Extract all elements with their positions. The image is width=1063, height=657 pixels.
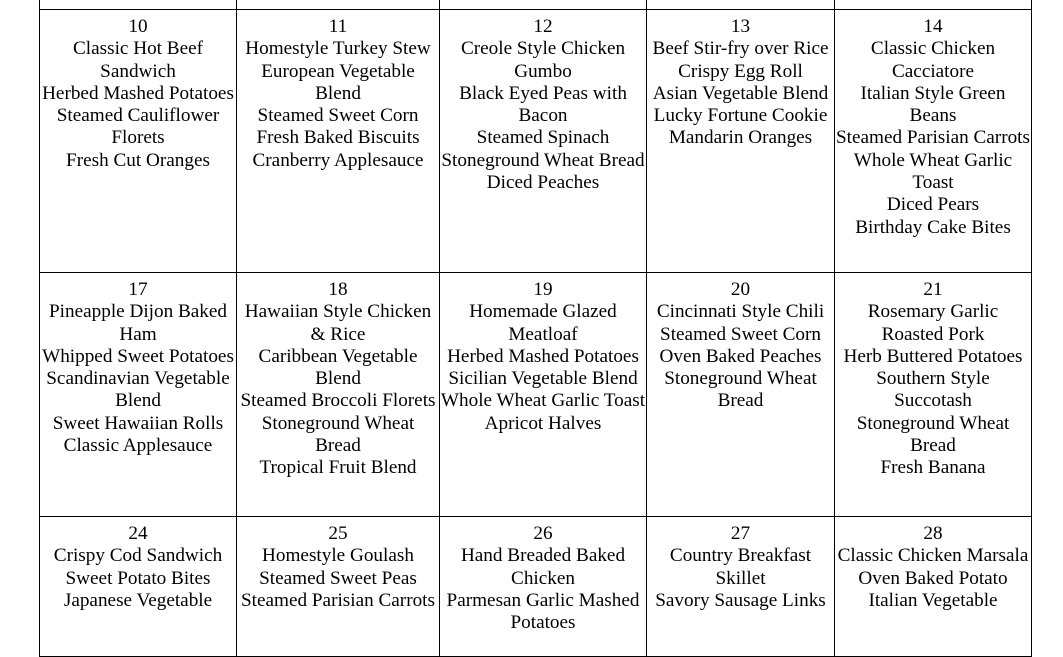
menu-item: Stoneground Wheat Bread bbox=[261, 412, 415, 457]
menu-item: Italian Style Green Beans bbox=[860, 82, 1006, 127]
menu-item: Italian Vegetable bbox=[868, 589, 998, 611]
day-cell bbox=[647, 0, 835, 10]
day-cell bbox=[40, 10, 237, 273]
day-number: 24 bbox=[128, 523, 148, 544]
menu-item: Stoneground Wheat Bread bbox=[856, 412, 1010, 457]
menu-item: Classic Chicken Marsala bbox=[837, 545, 1029, 567]
week-row bbox=[40, 273, 1032, 517]
menu-item: Steamed Broccoli Florets bbox=[240, 390, 436, 412]
week-row bbox=[40, 517, 1032, 657]
day-cell bbox=[647, 273, 835, 517]
menu-item: Southern Style Succotash bbox=[876, 368, 990, 412]
day-number: 11 bbox=[328, 16, 348, 37]
day-number: 18 bbox=[328, 279, 348, 300]
menu-item: Parmesan Garlic Mashed Potatoes bbox=[446, 589, 640, 634]
day-cell bbox=[835, 517, 1032, 657]
day-cell bbox=[40, 517, 237, 657]
menu-item: Sicilian Vegetable Blend bbox=[448, 368, 638, 390]
menu-item: Oven Baked Peaches bbox=[659, 345, 822, 367]
menu-item: Classic Applesauce bbox=[63, 435, 213, 457]
day-number: 27 bbox=[730, 523, 751, 544]
menu-item: Homestyle Turkey Stew bbox=[245, 38, 431, 60]
menu-item: Creole Style Chicken Gumbo bbox=[460, 38, 626, 82]
menu-item: Asian Vegetable Blend bbox=[652, 82, 829, 104]
menu-item: Homemade Glazed Meatloaf bbox=[469, 301, 617, 345]
menu-item: Diced Peaches bbox=[486, 172, 600, 194]
menu-item: Whole Wheat Garlic Toast bbox=[853, 149, 1013, 194]
menu-item: Tropical Fruit Blend bbox=[259, 457, 417, 479]
day-cell bbox=[40, 273, 237, 517]
menu-calendar-table bbox=[39, 0, 1032, 657]
menu-item: Cincinnati Style Chili bbox=[656, 301, 825, 323]
menu-item: Sweet Potato Bites bbox=[65, 567, 211, 589]
menu-item: Classic Hot Beef Sandwich bbox=[72, 38, 204, 82]
menu-item: Cranberry Applesauce bbox=[252, 149, 424, 171]
menu-item: Oven Baked Potato bbox=[858, 567, 1008, 589]
day-cell bbox=[237, 273, 440, 517]
day-number: 26 bbox=[533, 523, 553, 544]
menu-item: Steamed Sweet Peas bbox=[259, 567, 417, 589]
previous-week-row bbox=[40, 0, 1032, 10]
menu-item: Steamed Sweet Corn bbox=[257, 105, 419, 127]
menu-item: Steamed Cauliflower Florets bbox=[56, 105, 220, 149]
menu-item: Steamed Parisian Carrots bbox=[836, 127, 1030, 149]
menu-item: Pineapple Dijon Baked Ham bbox=[49, 301, 227, 345]
day-number: 12 bbox=[533, 16, 553, 37]
day-number: 13 bbox=[730, 16, 751, 37]
day-number: 17 bbox=[128, 279, 148, 300]
day-number: 25 bbox=[328, 523, 348, 544]
menu-item: Black Eyed Peas with Bacon bbox=[459, 82, 627, 127]
menu-item: Steamed Spinach bbox=[476, 127, 610, 149]
menu-item: Homestyle Goulash bbox=[262, 545, 414, 567]
day-cell bbox=[237, 10, 440, 273]
menu-item: Beef Stir-fry over Rice bbox=[652, 38, 829, 60]
day-cell bbox=[835, 0, 1032, 10]
menu-item: Herbed Mashed Potatoes bbox=[42, 82, 234, 104]
menu-item: Fresh Cut Oranges bbox=[66, 149, 210, 171]
menu-item: Caribbean Vegetable Blend bbox=[258, 345, 418, 390]
menu-item: Country Breakfast Skillet bbox=[669, 545, 812, 589]
day-number: 20 bbox=[730, 279, 751, 300]
menu-item: European Vegetable Blend bbox=[261, 60, 415, 104]
menu-item: Diced Pears bbox=[886, 194, 980, 216]
menu-item: Hawaiian Style Chicken & Rice bbox=[244, 301, 432, 345]
day-cell bbox=[237, 0, 440, 10]
menu-item: Herbed Mashed Potatoes bbox=[447, 345, 639, 367]
day-number: 10 bbox=[128, 16, 148, 37]
day-cell bbox=[237, 517, 440, 657]
menu-item: Steamed Sweet Corn bbox=[660, 323, 821, 345]
menu-item: Scandinavian Vegetable Blend bbox=[46, 368, 230, 412]
day-number: 21 bbox=[923, 279, 943, 300]
day-cell bbox=[835, 273, 1032, 517]
day-cell bbox=[647, 10, 835, 273]
day-cell bbox=[440, 273, 647, 517]
menu-item: Apricot Halves bbox=[484, 412, 602, 434]
day-cell bbox=[647, 517, 835, 657]
day-number: 14 bbox=[923, 16, 943, 37]
week-row bbox=[40, 10, 1032, 273]
menu-item: Sweet Hawaiian Rolls bbox=[52, 412, 224, 434]
day-cell bbox=[440, 0, 647, 10]
menu-item: Mandarin Oranges bbox=[668, 127, 813, 149]
menu-item: Savory Sausage Links bbox=[655, 589, 826, 611]
day-cell bbox=[440, 10, 647, 273]
day-cell bbox=[440, 517, 647, 657]
menu-item: Fresh Baked Biscuits bbox=[256, 127, 420, 149]
menu-item: Stoneground Wheat Bread bbox=[664, 368, 817, 412]
day-cell bbox=[835, 10, 1032, 273]
day-cell bbox=[40, 0, 237, 10]
menu-item: Rosemary Garlic Roasted Pork bbox=[867, 301, 999, 345]
menu-item: Hand Breaded Baked Chicken bbox=[460, 545, 626, 589]
menu-item: Birthday Cake Bites bbox=[855, 216, 1011, 238]
menu-item: Japanese Vegetable bbox=[63, 589, 213, 611]
day-number: 19 bbox=[533, 279, 553, 300]
menu-item: Crispy Cod Sandwich bbox=[53, 545, 223, 567]
menu-item: Fresh Banana bbox=[880, 457, 986, 479]
menu-item: Whipped Sweet Potatoes bbox=[42, 345, 234, 367]
menu-item: Whole Wheat Garlic Toast bbox=[440, 390, 646, 412]
menu-item: Steamed Parisian Carrots bbox=[241, 589, 435, 611]
menu-item: Stoneground Wheat Bread bbox=[441, 149, 645, 171]
menu-item: Herb Buttered Potatoes bbox=[843, 345, 1023, 367]
menu-item: Crispy Egg Roll bbox=[678, 60, 803, 82]
menu-item: Classic Chicken Cacciatore bbox=[870, 38, 996, 82]
menu-item: Lucky Fortune Cookie bbox=[653, 105, 828, 127]
day-number: 28 bbox=[923, 523, 943, 544]
